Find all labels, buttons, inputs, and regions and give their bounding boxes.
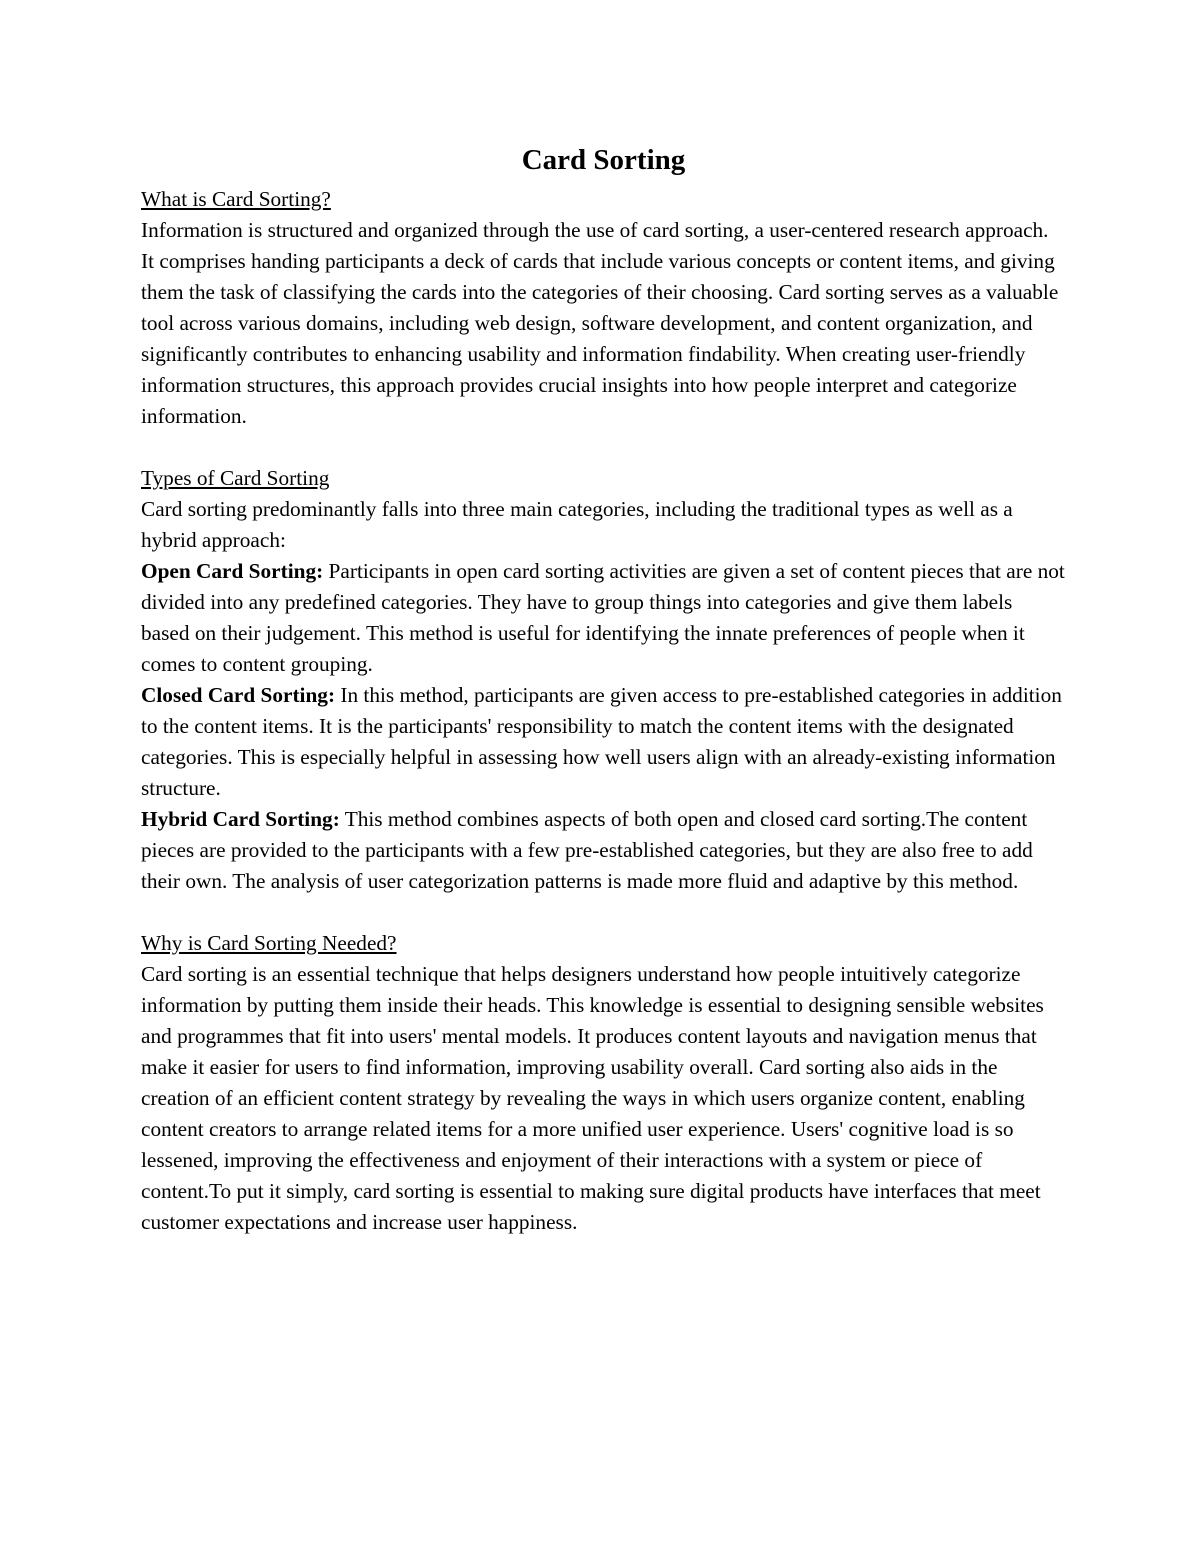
section-heading-why: Why is Card Sorting Needed? xyxy=(141,931,397,955)
type-item-closed xyxy=(141,680,1066,804)
paragraph-spacer xyxy=(141,432,1066,463)
type-item-hybrid xyxy=(141,804,1066,897)
type-text-open: Participants in open card sorting activities are given a set of content pieces that are not divided into any predefined categories. They have to group things into categories and give them labels based on their judgement. This method is useful for identifying the innate preferences of people when it comes to content grouping. xyxy=(141,559,1065,676)
type-text-hybrid: This method combines aspects of both open and closed card sorting.The content pieces are provided to the participants with a few pre-established categories, but they are also free to add their own. The analysis of user categorization patterns is made more fluid and adaptive by this method. xyxy=(141,807,1033,893)
section-heading-types: Types of Card Sorting xyxy=(141,466,330,490)
type-term-closed: Closed Card Sorting: xyxy=(141,683,336,707)
section-body-what-is: Information is structured and organized through the use of card sorting, a user-centered research approach. It comprises handing participants a deck of cards that include various concepts or content items, and giving them the task of classifying the cards into the categories of their choosing. Card sorting serves as a valuable tool across various domains, including web design, software development, and content organization, and significantly contributes to enhancing usability and information findability. When creating user-friendly information structures, this approach provides crucial insights into how people interpret and categorize information. xyxy=(141,218,1059,428)
paragraph-spacer xyxy=(141,897,1066,928)
section-intro-types: Card sorting predominantly falls into three main categories, including the traditional types as well as a hybrid approach: xyxy=(141,497,1013,552)
document-title: Card Sorting xyxy=(521,144,686,176)
type-text-closed: In this method, participants are given access to pre-established categories in addition to the content items. It is the participants' responsibility to match the content items with the designated categories. This is especially helpful in assessing how well users align with an already-existing information structure. xyxy=(141,683,1062,800)
type-term-hybrid: Hybrid Card Sorting: xyxy=(141,807,340,831)
type-term-open: Open Card Sorting: xyxy=(141,559,324,583)
document-content xyxy=(141,140,1066,1238)
type-item-open xyxy=(141,556,1066,680)
section-body-why: Card sorting is an essential technique that helps designers understand how people intuitively categorize information by putting them inside their heads. This knowledge is essential to designing sensible websites and programmes that fit into users' mental models. It produces content layouts and navigation menus that make it easier for users to find information, improving usability overall. Card sorting also aids in the creation of an efficient content strategy by revealing the ways in which users organize content, enabling content creators to arrange related items for a more unified user experience. Users' cognitive load is so lessened, improving the effectiveness and enjoyment of their interactions with a system or piece of content.To put it simply, card sorting is essential to making sure digital products have interfaces that meet customer expectations and increase user happiness. xyxy=(141,962,1044,1234)
section-heading-what-is: What is Card Sorting? xyxy=(141,187,331,211)
